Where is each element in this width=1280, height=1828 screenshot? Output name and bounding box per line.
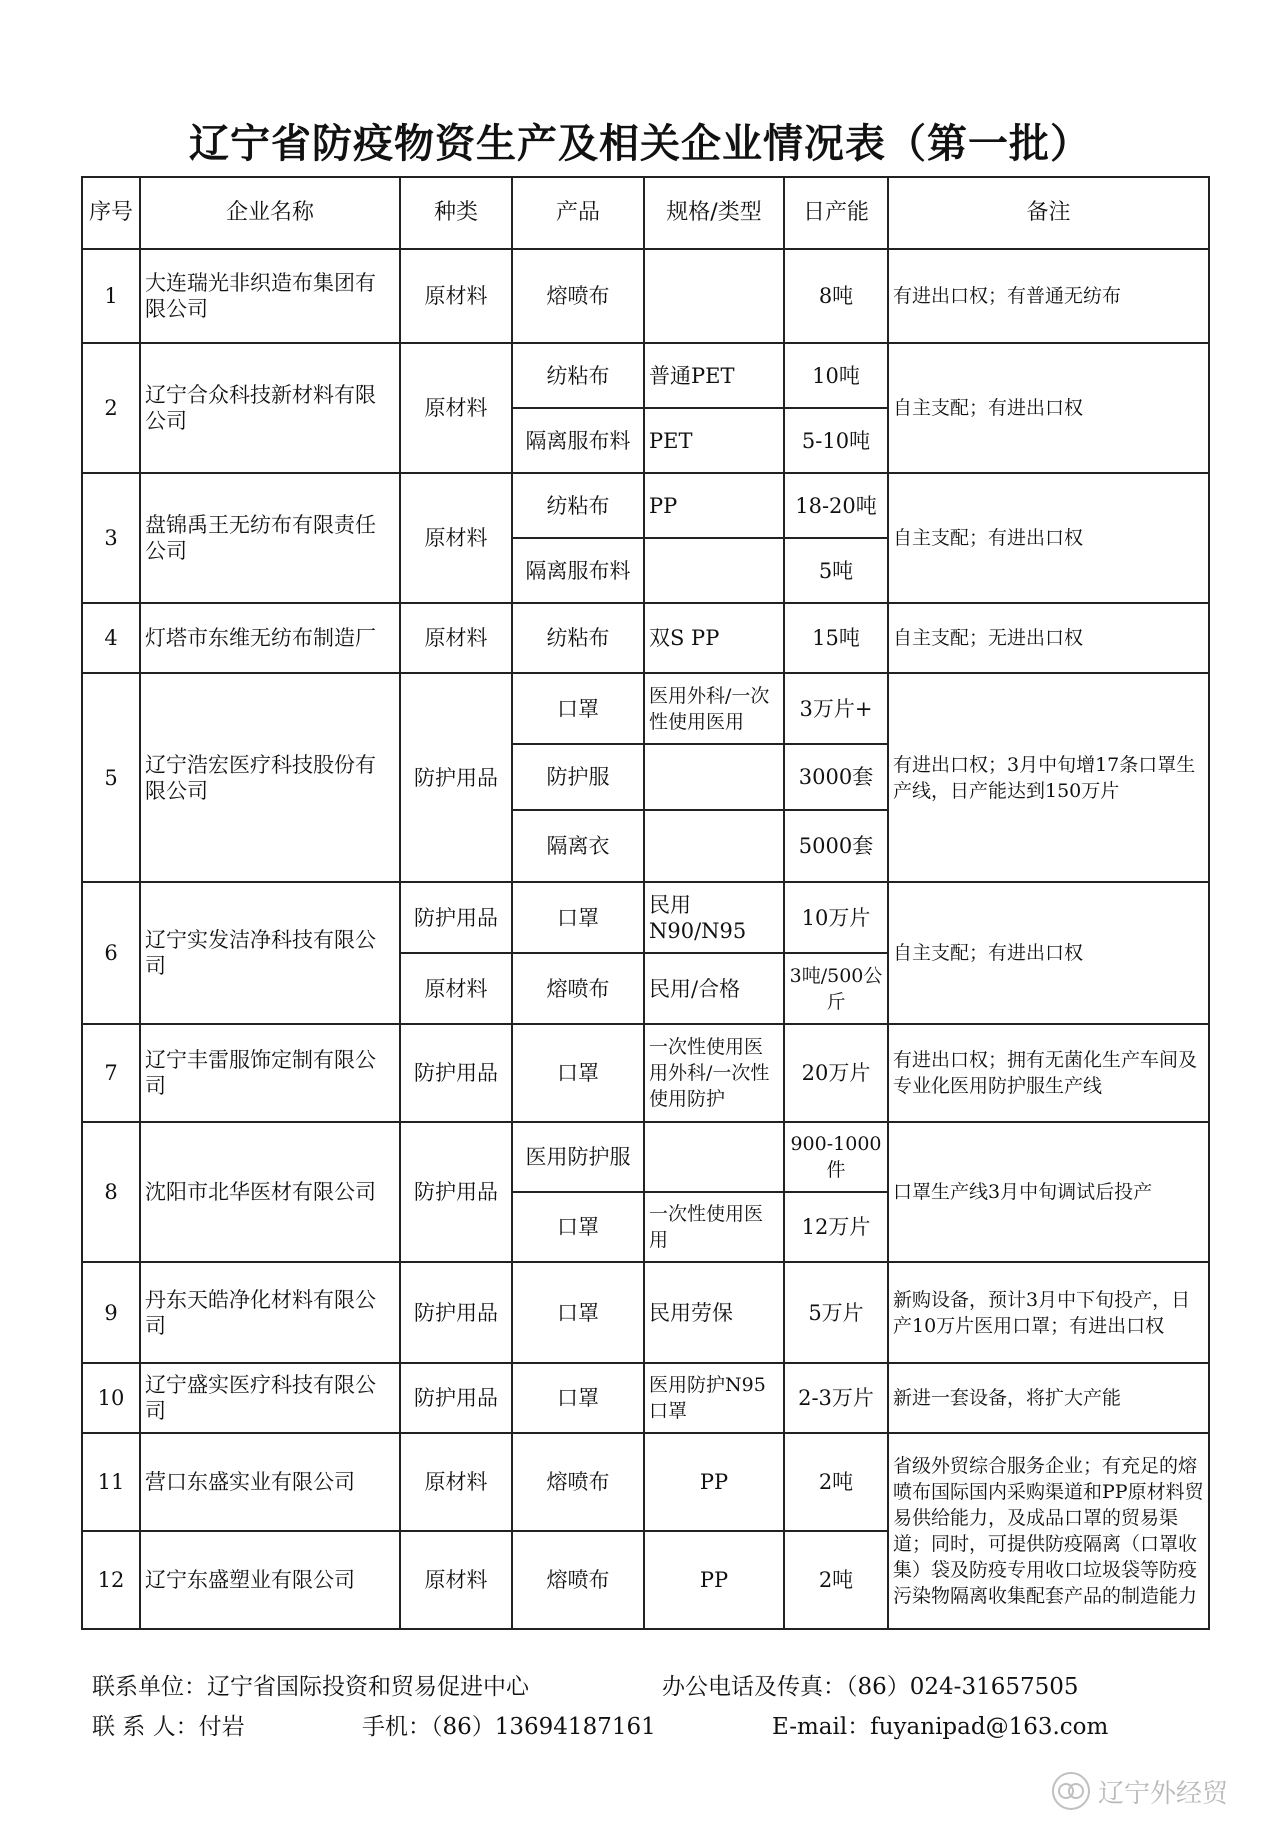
cell-no: 12 <box>82 1531 140 1629</box>
cell-remark: 新进一套设备，将扩大产能 <box>888 1363 1209 1433</box>
cell-spec: 普通PET <box>644 343 784 408</box>
cell-capacity: 5000套 <box>784 810 888 882</box>
watermark <box>1052 1772 1228 1810</box>
table-row <box>82 673 1209 744</box>
cell-capacity: 2吨 <box>784 1531 888 1629</box>
cell-remark: 省级外贸综合服务企业；有充足的熔喷布国际国内采购渠道和PP原材料贸易供给能力，及成品口罩的贸易渠道；同时，可提供防疫隔离（口罩收集）袋及防疫专用收口垃圾袋等防疫污染物隔离收集配套产品的制造能力 <box>888 1433 1209 1629</box>
cell-spec: PET <box>644 408 784 473</box>
cell-product: 口罩 <box>512 1262 644 1363</box>
cell-product: 熔喷布 <box>512 953 644 1024</box>
cell-category: 原材料 <box>400 473 512 603</box>
cell-company: 丹东天皓净化材料有限公司 <box>140 1262 400 1363</box>
cell-category: 防护用品 <box>400 1262 512 1363</box>
page-title: 辽宁省防疫物资生产及相关企业情况表（第一批） <box>189 121 1091 167</box>
cell-capacity: 10吨 <box>784 343 888 408</box>
cell-no: 2 <box>82 343 140 473</box>
table-row <box>82 473 1209 538</box>
cell-no: 5 <box>82 673 140 882</box>
cell-product: 口罩 <box>512 1363 644 1433</box>
table-row <box>82 603 1209 673</box>
table-row <box>82 1363 1209 1433</box>
cell-capacity: 12万片 <box>784 1192 888 1262</box>
cell-category: 防护用品 <box>400 1024 512 1122</box>
cell-product: 口罩 <box>512 1192 644 1262</box>
cell-company: 辽宁盛实医疗科技有限公司 <box>140 1363 400 1433</box>
cell-product: 熔喷布 <box>512 249 644 343</box>
header-category: 种类 <box>400 177 512 249</box>
cell-remark: 有进出口权；3月中旬增17条口罩生产线，日产能达到150万片 <box>888 673 1209 882</box>
cell-capacity: 10万片 <box>784 882 888 953</box>
cell-capacity: 3000套 <box>784 744 888 810</box>
cell-no: 10 <box>82 1363 140 1433</box>
cell-product: 口罩 <box>512 1024 644 1122</box>
cell-category: 原材料 <box>400 603 512 673</box>
table-row <box>82 1122 1209 1192</box>
cell-no: 11 <box>82 1433 140 1531</box>
cell-spec: 一次性使用医用外科/一次性使用防护 <box>644 1024 784 1122</box>
cell-product: 隔离服布料 <box>512 408 644 473</box>
cell-category: 原材料 <box>400 249 512 343</box>
cell-remark: 新购设备，预计3月中下旬投产，日产10万片医用口罩；有进出口权 <box>888 1262 1209 1363</box>
contact-phone: 办公电话及传真：（86）024-31657505 <box>662 1674 1079 1700</box>
cell-company: 盘锦禹王无纺布有限责任公司 <box>140 473 400 603</box>
cell-spec: 民用劳保 <box>644 1262 784 1363</box>
cell-no: 4 <box>82 603 140 673</box>
cell-product: 隔离衣 <box>512 810 644 882</box>
cell-no: 9 <box>82 1262 140 1363</box>
cell-no: 8 <box>82 1122 140 1262</box>
cell-no: 3 <box>82 473 140 603</box>
cell-remark: 有进出口权；拥有无菌化生产车间及专业化医用防护服生产线 <box>888 1024 1209 1122</box>
cell-category: 防护用品 <box>400 1363 512 1433</box>
cell-category: 防护用品 <box>400 673 512 882</box>
cell-company: 沈阳市北华医材有限公司 <box>140 1122 400 1262</box>
table-row <box>82 882 1209 953</box>
cell-capacity: 15吨 <box>784 603 888 673</box>
header-no: 序号 <box>82 177 140 249</box>
cell-company: 辽宁实发洁净科技有限公司 <box>140 882 400 1024</box>
cell-spec: 双S PP <box>644 603 784 673</box>
cell-company: 辽宁东盛塑业有限公司 <box>140 1531 400 1629</box>
table-row <box>82 343 1209 408</box>
table-row <box>82 249 1209 343</box>
cell-remark: 自主支配；无进出口权 <box>888 603 1209 673</box>
cell-company: 大连瑞光非织造布集团有限公司 <box>140 249 400 343</box>
cell-capacity: 900-1000件 <box>784 1122 888 1192</box>
table-row <box>82 1433 1209 1531</box>
cell-spec <box>644 744 784 810</box>
cell-company: 辽宁浩宏医疗科技股份有限公司 <box>140 673 400 882</box>
cell-no: 6 <box>82 882 140 1024</box>
contact-email: E-mail：fuyanipad@163.com <box>772 1714 1109 1740</box>
cell-no: 1 <box>82 249 140 343</box>
cell-remark: 自主支配；有进出口权 <box>888 343 1209 473</box>
cell-capacity: 5-10吨 <box>784 408 888 473</box>
cell-no: 7 <box>82 1024 140 1122</box>
watermark-text: 辽宁外经贸 <box>1097 1778 1228 1809</box>
cell-capacity: 3万片+ <box>784 673 888 744</box>
header-capacity: 日产能 <box>784 177 888 249</box>
cell-category: 原材料 <box>400 343 512 473</box>
cell-remark: 自主支配；有进出口权 <box>888 882 1209 1024</box>
cell-product: 防护服 <box>512 744 644 810</box>
header-company: 企业名称 <box>140 177 400 249</box>
cell-spec: PP <box>644 1433 784 1531</box>
cell-spec <box>644 249 784 343</box>
cell-spec: 民用/合格 <box>644 953 784 1024</box>
cell-category: 防护用品 <box>400 1122 512 1262</box>
cell-spec: PP <box>644 473 784 538</box>
cell-capacity: 18-20吨 <box>784 473 888 538</box>
cell-capacity: 3吨/500公斤 <box>784 953 888 1024</box>
cell-product: 口罩 <box>512 882 644 953</box>
header-spec: 规格/类型 <box>644 177 784 249</box>
cell-spec <box>644 1122 784 1192</box>
cell-company: 辽宁丰雷服饰定制有限公司 <box>140 1024 400 1122</box>
header-product: 产品 <box>512 177 644 249</box>
cell-category: 防护用品 <box>400 882 512 953</box>
cell-capacity: 5万片 <box>784 1262 888 1363</box>
cell-capacity: 20万片 <box>784 1024 888 1122</box>
header-remark: 备注 <box>888 177 1209 249</box>
cell-product: 纺粘布 <box>512 343 644 408</box>
cell-capacity: 8吨 <box>784 249 888 343</box>
cell-remark: 自主支配；有进出口权 <box>888 473 1209 603</box>
cell-capacity: 2-3万片 <box>784 1363 888 1433</box>
cell-category: 原材料 <box>400 1531 512 1629</box>
cell-company: 灯塔市东维无纺布制造厂 <box>140 603 400 673</box>
cell-remark: 有进出口权；有普通无纺布 <box>888 249 1209 343</box>
table-row <box>82 1262 1209 1363</box>
cell-company: 营口东盛实业有限公司 <box>140 1433 400 1531</box>
cell-product: 纺粘布 <box>512 473 644 538</box>
cell-product: 熔喷布 <box>512 1531 644 1629</box>
enterprise-table <box>81 176 1210 1630</box>
contact-unit: 联系单位：辽宁省国际投资和贸易促进中心 <box>92 1674 529 1700</box>
cell-company: 辽宁合众科技新材料有限公司 <box>140 343 400 473</box>
cell-spec: PP <box>644 1531 784 1629</box>
cell-spec <box>644 810 784 882</box>
wechat-icon <box>1052 1772 1090 1810</box>
cell-product: 医用防护服 <box>512 1122 644 1192</box>
table-row <box>82 1024 1209 1122</box>
cell-category: 原材料 <box>400 953 512 1024</box>
cell-spec: 民用N90/N95 <box>644 882 784 953</box>
cell-spec <box>644 538 784 603</box>
cell-spec: 医用外科/一次性使用医用 <box>644 673 784 744</box>
contact-person: 联 系 人：付岩 <box>92 1714 245 1740</box>
cell-capacity: 2吨 <box>784 1433 888 1531</box>
cell-product: 纺粘布 <box>512 603 644 673</box>
cell-product: 口罩 <box>512 673 644 744</box>
cell-remark: 口罩生产线3月中旬调试后投产 <box>888 1122 1209 1262</box>
cell-category: 原材料 <box>400 1433 512 1531</box>
cell-product: 隔离服布料 <box>512 538 644 603</box>
cell-product: 熔喷布 <box>512 1433 644 1531</box>
cell-spec: 医用防护N95口罩 <box>644 1363 784 1433</box>
contact-mobile: 手机：（86）13694187161 <box>362 1714 656 1740</box>
cell-spec: 一次性使用医用 <box>644 1192 784 1262</box>
table-header-row <box>82 177 1209 249</box>
cell-capacity: 5吨 <box>784 538 888 603</box>
